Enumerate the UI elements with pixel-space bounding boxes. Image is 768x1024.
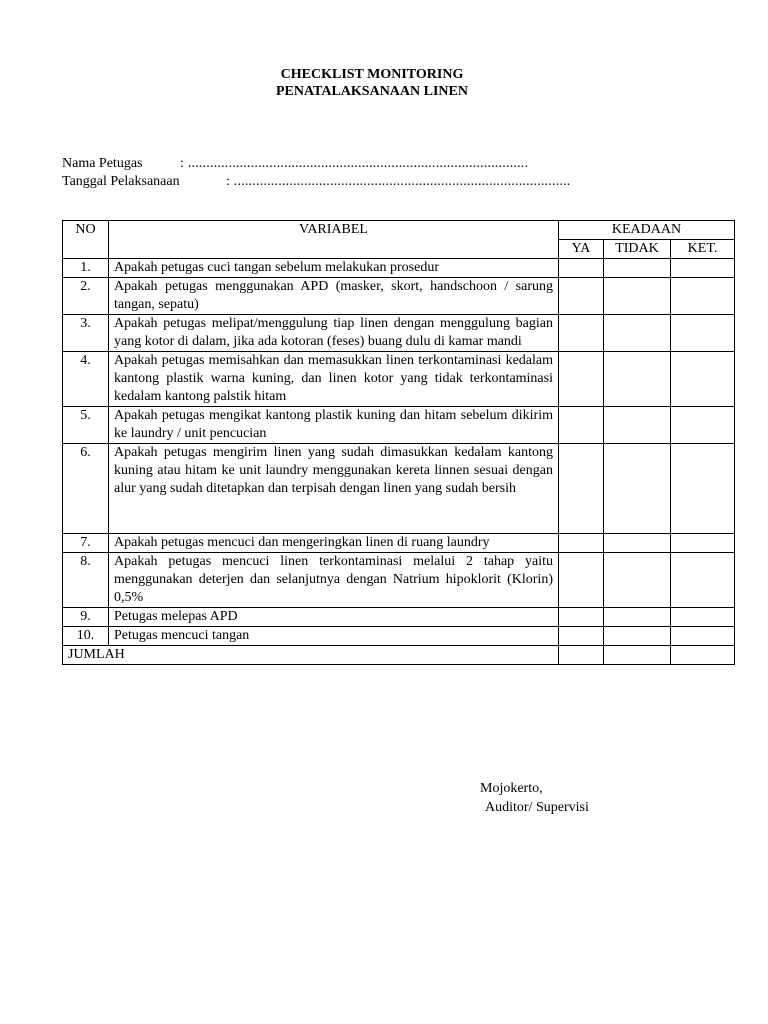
title-line-1: CHECKLIST MONITORING	[280, 67, 464, 82]
row-variable: Apakah petugas mengikat kantong plastik kuning dan hitam sebelum dikirim ke laundry / unit pencucian	[109, 407, 559, 444]
cell-tidak[interactable]	[604, 259, 671, 278]
document-title	[0, 66, 744, 100]
row-variable: Apakah petugas cuci tangan sebelum melakukan prosedur	[109, 259, 559, 278]
signature-block	[480, 779, 589, 817]
row-number: 6.	[63, 444, 109, 534]
cell-ya[interactable]	[559, 444, 604, 534]
cell-ket[interactable]	[671, 315, 735, 352]
execution-date-field	[62, 173, 571, 190]
cell-ket[interactable]	[671, 407, 735, 444]
total-ket[interactable]	[671, 646, 735, 665]
cell-ya[interactable]	[559, 627, 604, 646]
row-variable: Petugas mencuci tangan	[109, 627, 559, 646]
table-row	[63, 627, 735, 646]
row-variable: Apakah petugas mencuci linen terkontaminasi melalui 2 tahap yaitu menggunakan deterjen dan selanjutnya dengan Natrium hipoklorit (Klorin) 0,5%	[109, 553, 559, 608]
cell-tidak[interactable]	[604, 407, 671, 444]
total-row	[63, 646, 735, 665]
row-variable: Apakah petugas melipat/menggulung tiap linen dengan menggulung bagian yang kotor di dalam, jika ada kotoran (feses) buang dulu di kamar mandi	[109, 315, 559, 352]
cell-ket[interactable]	[671, 278, 735, 315]
cell-ya[interactable]	[559, 608, 604, 627]
cell-tidak[interactable]	[604, 534, 671, 553]
header-keadaan: KEADAAN	[559, 221, 735, 240]
cell-tidak[interactable]	[604, 608, 671, 627]
cell-ya[interactable]	[559, 278, 604, 315]
table-row	[63, 444, 735, 534]
cell-ket[interactable]	[671, 352, 735, 407]
header-ket: KET.	[671, 240, 735, 259]
officer-name-field	[62, 155, 528, 172]
header-no: NO	[63, 221, 109, 259]
cell-tidak[interactable]	[604, 278, 671, 315]
cell-ket[interactable]	[671, 608, 735, 627]
officer-name-label: Nama Petugas	[62, 156, 143, 171]
checklist-table	[62, 220, 735, 665]
total-tidak[interactable]	[604, 646, 671, 665]
header-ya: YA	[559, 240, 604, 259]
row-number: 8.	[63, 553, 109, 608]
cell-tidak[interactable]	[604, 315, 671, 352]
table-row	[63, 259, 735, 278]
cell-ya[interactable]	[559, 315, 604, 352]
officer-name-blank: : ............................................................................................	[180, 156, 529, 171]
cell-ya[interactable]	[559, 553, 604, 608]
table-row	[63, 407, 735, 444]
table-row	[63, 315, 735, 352]
cell-ket[interactable]	[671, 259, 735, 278]
execution-date-label: Tanggal Pelaksanaan	[62, 174, 180, 189]
cell-ket[interactable]	[671, 534, 735, 553]
row-variable: Apakah petugas memisahkan dan memasukkan linen terkontaminasi kedalam kantong plastik warna kuning, dan linen kotor yang tidak terkontaminasi kedalam kantong palstik hitam	[109, 352, 559, 407]
row-number: 9.	[63, 608, 109, 627]
row-number: 3.	[63, 315, 109, 352]
table-row	[63, 352, 735, 407]
row-number: 7.	[63, 534, 109, 553]
total-label: JUMLAH	[63, 646, 559, 665]
total-ya[interactable]	[559, 646, 604, 665]
table-row	[63, 534, 735, 553]
table-row	[63, 553, 735, 608]
cell-ket[interactable]	[671, 553, 735, 608]
row-number: 10.	[63, 627, 109, 646]
cell-tidak[interactable]	[604, 627, 671, 646]
execution-date-blank: : ...........................................................................................	[226, 174, 571, 189]
cell-tidak[interactable]	[604, 352, 671, 407]
header-tidak: TIDAK	[604, 240, 671, 259]
signature-place: Mojokerto,	[480, 781, 543, 796]
cell-tidak[interactable]	[604, 444, 671, 534]
title-line-2: PENATALAKSANAAN LINEN	[275, 84, 468, 99]
cell-ya[interactable]	[559, 259, 604, 278]
row-number: 5.	[63, 407, 109, 444]
row-number: 4.	[63, 352, 109, 407]
row-variable: Apakah petugas mengirim linen yang sudah dimasukkan kedalam kantong kuning atau hitam ke unit laundry menggunakan kereta linnen sesuai dengan alur yang sudah ditetapkan dan terpisah dengan linen yang sudah bersih	[109, 444, 559, 534]
cell-ya[interactable]	[559, 534, 604, 553]
cell-ya[interactable]	[559, 352, 604, 407]
row-number: 1.	[63, 259, 109, 278]
row-number: 2.	[63, 278, 109, 315]
cell-tidak[interactable]	[604, 553, 671, 608]
signature-role: Auditor/ Supervisi	[485, 800, 589, 815]
cell-ket[interactable]	[671, 627, 735, 646]
cell-ket[interactable]	[671, 444, 735, 534]
row-variable: Petugas melepas APD	[109, 608, 559, 627]
cell-ya[interactable]	[559, 407, 604, 444]
table-row	[63, 608, 735, 627]
header-variabel: VARIABEL	[109, 221, 559, 259]
table-row	[63, 278, 735, 315]
row-variable: Apakah petugas menggunakan APD (masker, skort, handschoon / sarung tangan, sepatu)	[109, 278, 559, 315]
row-variable: Apakah petugas mencuci dan mengeringkan linen di ruang laundry	[109, 534, 559, 553]
